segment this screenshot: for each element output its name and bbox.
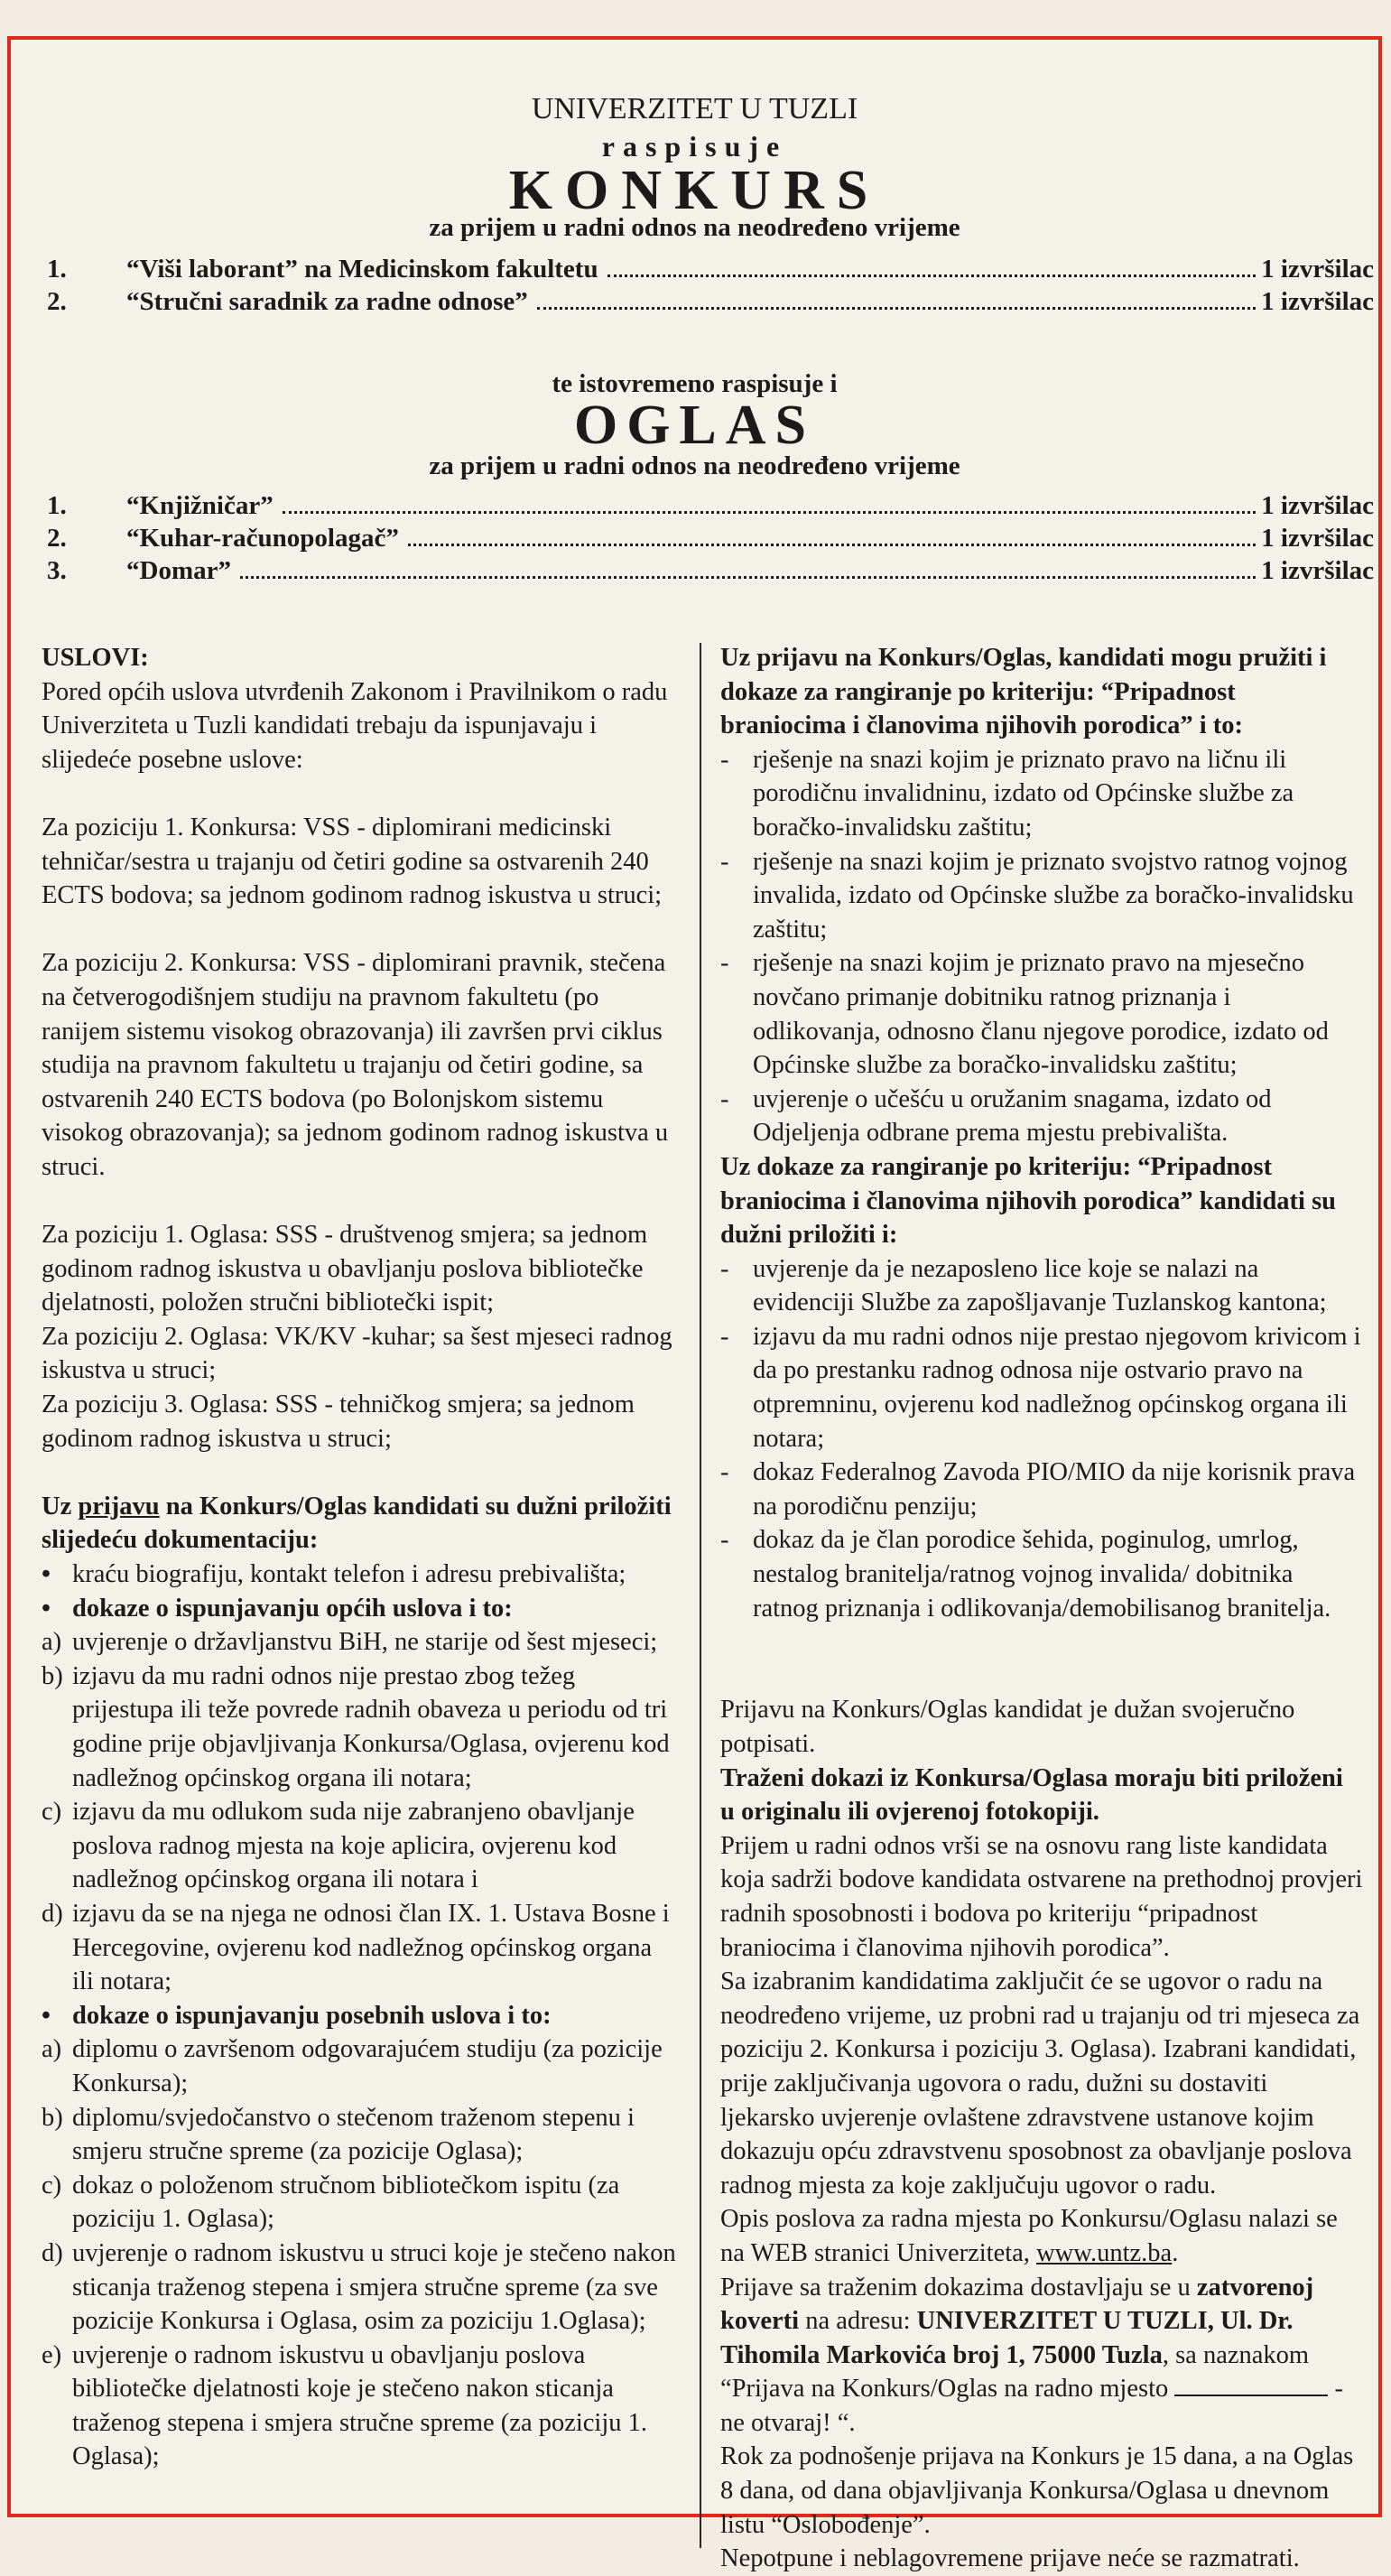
- uslovi-intro: Pored općih uslova utvrđenih Zakonom i Pravilnikom o radu Univerziteta u Tuzli kandidati trebaju da ispunjavaju i slijedeće posebne uslove:: [42, 677, 668, 774]
- oglas-subtitle: za prijem u radni odnos na neodređeno vrijeme: [429, 451, 960, 480]
- list-item: • dokaze o ispunjavanju općih uslova i to:: [42, 1594, 513, 1623]
- position-title: “Kuhar-računopolagač”: [126, 524, 399, 553]
- list-item: b) izjavu da mu radni odnos nije prestao zbog težeg prijestupa ili teže povrede radnih obaveza u periodu od tri godine prije objavljivanja Konkursa/Oglasa, ovjerenu kod nadležnog općinskog organa ili notara;: [42, 1661, 670, 1792]
- position-number: 3.: [47, 556, 67, 585]
- position-number: 1.: [47, 255, 67, 284]
- list-item: a) diplomu o završenom odgovarajućem studiju (za pozicije Konkursa);: [42, 2035, 663, 2097]
- contract-note: Sa izabranim kandidatima zaključit će se ugovor o radu na neodređeno vrijeme, uz probni rad u trajanju od tri mjeseca za poziciju 2. Konkursa i poziciju 3. Oglasa). Izabrani kandidati, prije zaključivanja ugovora o radu, dužni su dostaviti ljekarsko uvjerenje ovlaštene zdravstvene ustanove kojim dokazuju opću zdravstvenu sposobnost za obavljanje poslova radnog mjesta za koje zaključuju ugovor o radu.: [720, 1967, 1360, 2199]
- veterans-heading: Uz prijavu na Konkurs/Oglas, kandidati mogu pružiti i dokaze za rangiranje po kriteriju: “Pripadnost braniocima i članovima njihovih porodica” i to:: [720, 644, 1327, 740]
- list-item: - rješenje na snazi kojim je priznato pravo na mjesečno novčano primanje dobitniku ratnog priznanja i odlikovanja, odnosno članu njegove porodice, izdato od Općinske službe za boračko-invalidsku zaštitu;: [720, 949, 1329, 1080]
- list-item: - rješenje na snazi kojim je priznato svojstvo ratnog vojnog invalida, izdato od Općinske službe za boračko-invalidsku zaštitu;: [720, 847, 1354, 944]
- position-number: 2.: [47, 524, 67, 553]
- list-item: a) uvjerenje o državljanstvu BiH, ne starije od šest mjeseci;: [42, 1628, 658, 1657]
- position-count: 1 izvršilac: [1261, 556, 1374, 585]
- konkurs-position-list: [47, 255, 1374, 320]
- column-divider: [700, 643, 701, 2548]
- delivery-note: Prijave sa traženim dokazima dostavljaju se u zatvorenoj koverti na adresu: UNIVERZITET U TUZLI, Ul. Dr. Tihomila Markovića broj 1, 75000 Tuzla, sa naznakom “Prijava na Konkurs/Oglas na radno mjesto - ne otvaraj! “.: [720, 2273, 1344, 2437]
- konkurs-subtitle: za prijem u radni odnos na neodređeno vrijeme: [429, 213, 960, 242]
- list-item: • kraću biografiju, kontakt telefon i adresu prebivališta;: [42, 1560, 626, 1589]
- list-item: d) uvjerenje o radnom iskustvu u struci koje je stečeno nakon sticanja traženog stepena i smjera stručne spreme (za sve pozicije Konkursa i Oglasa, osim za poziciju 1.Oglasa);: [42, 2238, 676, 2336]
- right-column: [720, 641, 1363, 2576]
- list-item: • dokaze o ispunjavanju posebnih uslova i to:: [42, 2001, 552, 2030]
- announcement-frame: [7, 36, 1382, 2573]
- dot-leader: [240, 576, 1256, 579]
- list-item: - uvjerenje da je nezaposleno lice koje se nalazi na evidenciji Službe za zapošljavanje Tuzlanskog kantona;: [720, 1254, 1327, 1317]
- list-item: b) diplomu/svjedočanstvo o stečenom traženom stepenu i smjeru stručne spreme (za pozicije Oglasa);: [42, 2103, 635, 2166]
- position-count: 1 izvršilac: [1261, 287, 1374, 316]
- dot-leader: [408, 544, 1256, 546]
- obligatory-heading: Uz dokaze za rangiranje po kriteriju: “Pripadnost braniocima i članovima njihovih porodica” kandidati su dužni priložiti i:: [720, 1152, 1337, 1250]
- university-name: UNIVERZITET U TUZLI: [531, 92, 858, 126]
- sign-note: Prijavu na Konkurs/Oglas kandidat je dužan svojeručno potpisati.: [720, 1696, 1295, 1758]
- position-row: [47, 491, 1374, 524]
- position-count: 1 izvršilac: [1261, 524, 1374, 553]
- list-item: - uvjerenje o učešću u oružanim snagama, izdato od Odjeljenja odbrane prema mjestu prebivališta.: [720, 1084, 1272, 1148]
- position-row: [47, 287, 1374, 320]
- list-item: - rješenje na snazi kojim je priznato pravo na ličnu ili porodičnu invalidninu, izdato od Općinske službe za boračko-invalidsku zaštitu;: [720, 745, 1294, 842]
- blank-field-line: [1174, 2395, 1328, 2396]
- list-item: d) izjavu da se na njega ne odnosi član IX. 1. Ustava Bosne i Hercegovine, ovjerenu kod nadležnog općinskog organa ili notara;: [42, 1899, 670, 1996]
- incomplete-note: Nepotpune i neblagovremene prijave neće se razmatrati.: [720, 2544, 1300, 2573]
- oglas-position-3-conditions: Za poziciju 3. Oglasa: SSS - tehničkog smjera; sa jednom godinom radnog iskustva u struci;: [42, 1390, 635, 1453]
- list-item: c) dokaz o položenom stručnom bibliotečkom ispitu (za poziciju 1. Oglasa);: [42, 2171, 620, 2234]
- position-number: 2.: [47, 287, 67, 316]
- position-row: [47, 556, 1374, 589]
- oglas-title: OGLAS: [573, 395, 816, 456]
- announces-label: raspisuje: [601, 130, 788, 163]
- original-note: Traženi dokazi iz Konkursa/Oglasa moraju biti priloženi u originalu ili ovjerenoj fotokopiji.: [720, 1763, 1343, 1827]
- dot-leader: [607, 274, 1257, 277]
- uslovi-heading: USLOVI:: [42, 644, 149, 672]
- position-title: “Stručni saradnik za radne odnose”: [126, 287, 528, 316]
- list-item: e) uvjerenje o radnom iskustvu u obavljanju poslova bibliotečke djelatnosti koje je stečeno nakon sticanja traženog stepena i smjera stručne spreme (za poziciju 1. Oglasa);: [42, 2340, 648, 2471]
- dot-leader: [537, 307, 1256, 310]
- deadline-note: Rok za podnošenje prijava na Konkurs je 15 dana, a na Oglas 8 dana, od dana objavljivanja Konkursa/Oglasa u dnevnom listu “Oslobođenje”.: [720, 2442, 1354, 2539]
- list-item: c) izjavu da mu odlukom suda nije zabranjeno obavljanje poslova radnog mjesta na koje aplicira, ovjerenu kod nadležnog općinskog organa ili notara i: [42, 1798, 635, 1894]
- oglas-position-list: [47, 491, 1374, 589]
- ranking-note: Prijem u radni odnos vrši se na osnovu rang liste kandidata koja sadrži bodove kandidata ostvarene na prethodnoj provjeri radnih sposobnosti i bodova po kriteriju “pripadnost braniocima i članovima njihovih porodica”.: [720, 1831, 1363, 1962]
- konkurs-title: KONKURS: [508, 160, 881, 221]
- position-row: [47, 524, 1374, 556]
- position-row: [47, 255, 1374, 287]
- dot-leader: [283, 511, 1256, 514]
- position-title: “Viši laborant” na Medicinskom fakultetu: [126, 255, 598, 284]
- position-count: 1 izvršilac: [1261, 255, 1374, 284]
- oglas-position-2-conditions: Za poziciju 2. Oglasa: VK/KV -kuhar; sa šest mjeseci radnog iskustva u struci;: [42, 1322, 672, 1385]
- documents-heading: Uz prijavu na Konkurs/Oglas kandidati su dužni priložiti slijedeću dokumentaciju:: [42, 1492, 672, 1555]
- list-item: - izjavu da mu radni odnos nije prestao njegovom krivicom i da po prestanku radnog odnosa nije ostvario pravo na otpremninu, ovjerenu kod nadležnog općinskog organa ili notara;: [720, 1322, 1361, 1453]
- position-title: “Knjižničar”: [126, 491, 274, 520]
- konkurs-position-2-conditions: Za poziciju 2. Konkursa: VSS - diplomirani pravnik, stečena na četverogodišnjem studiju na pravnom fakultetu (po ranijem sistemu visokog obrazovanja) ili završen prvi ciklus studija na pravnom fakultetu u trajanju od četiri godine, sa ostvarenih 240 ECTS bodova (po Bolonjskom sistemu visokog obrazovanja); sa jednom godinom radnog iskustva u struci.: [42, 949, 669, 1181]
- list-item: - dokaz Federalnog Zavoda PIO/MIO da nije korisnik prava na porodičnu penziju;: [720, 1458, 1356, 1520]
- position-count: 1 izvršilac: [1261, 491, 1374, 520]
- oglas-position-1-conditions: Za poziciju 1. Oglasa: SSS - društvenog smjera; sa jednom godinom radnog iskustva u obavljanju poslova bibliotečke djelatnosti, položen stručni bibliotečki ispit;: [42, 1221, 648, 1317]
- web-note: Opis poslova za radna mjesta po Konkursu/Oglasu nalazi se na WEB stranici Univerziteta, www.untz.ba.: [720, 2205, 1338, 2267]
- simultaneous-label: te istovremeno raspisuje i: [552, 369, 838, 398]
- position-number: 1.: [47, 491, 67, 520]
- list-item: - dokaz da je član porodice šehida, poginulog, umrlog, nestalog branitelja/ratnog vojnog invalida/ dobitnika ratnog priznanja i odlikovanja/demobilisanog branitelja.: [720, 1526, 1331, 1623]
- position-title: “Domar”: [126, 556, 231, 585]
- konkurs-position-1-conditions: Za poziciju 1. Konkursa: VSS - diplomirani medicinski tehničar/sestra u trajanju od četiri godine sa ostvarenih 240 ECTS bodova; sa jednom godinom radnog iskustva u struci;: [42, 813, 663, 910]
- website-link[interactable]: www.untz.ba: [1036, 2238, 1173, 2267]
- left-column: [42, 641, 678, 2474]
